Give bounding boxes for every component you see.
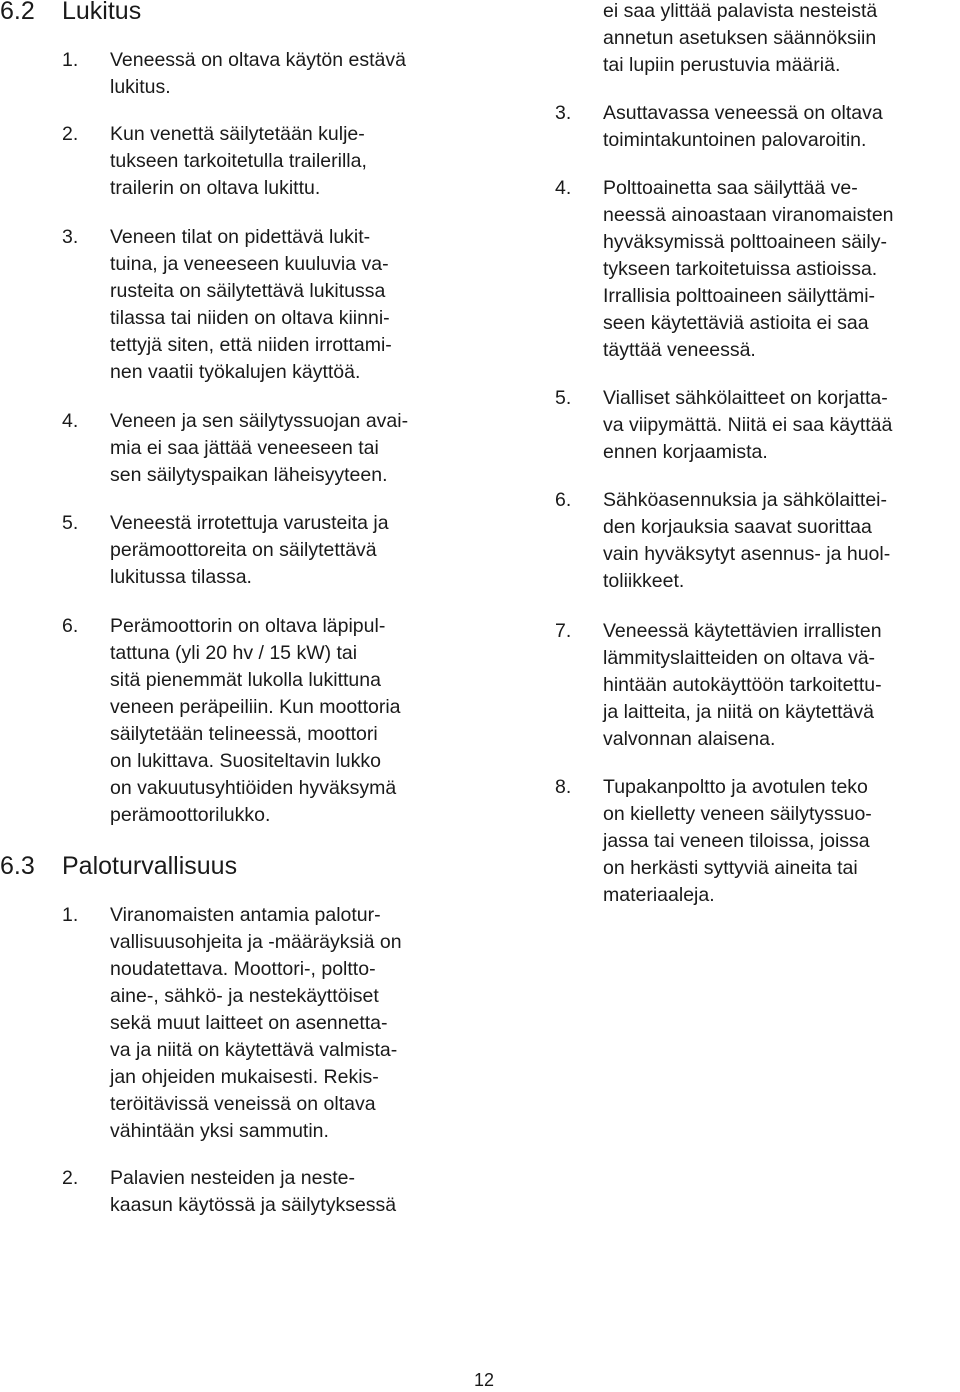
list-item xyxy=(62,1165,396,1219)
item-number: 6. xyxy=(62,615,79,637)
item-number: 1. xyxy=(62,49,79,71)
section-title: Lukitus xyxy=(62,0,142,25)
item-text: Viranomaisten antamia palotur- vallisuusohjeita ja -määräyksiä on noudatettava. Moottori-, poltto- aine-, sähkö- ja nestekäyttöiset sekä muut laitteet on asennetta- va ja niitä on käytettävä valmista- jan ohjeiden mukaisesti. Rekis- teröitävissä veneissä on oltava vähintään yksi sammutin. xyxy=(110,904,402,1142)
item-2-continuation: ei saa ylittää palavista nesteistä annetun asetuksen säännöksiin tai lupiin perustuvia määriä. xyxy=(603,0,878,76)
item-text: Vialliset sähkölaitteet on korjatta- va viipymättä. Niitä ei saa käyttää ennen korjaamista. xyxy=(603,387,893,463)
section-heading-6-3 xyxy=(0,852,237,880)
list-item xyxy=(555,175,894,364)
item-text: Perämoottorin on oltava läpipul- tattuna (yli 20 hv / 15 kW) tai sitä pienemmät lukolla lukittuna veneen peräpeiliin. Kun moottoria säilytetään telineessä, moottori on lukittava. Suositeltavin lukko on vakuutusyhtiöiden hyväksymä perämoottorilukko. xyxy=(110,615,401,826)
item-number: 2. xyxy=(62,1167,79,1189)
section-number: 6.2 xyxy=(0,0,35,25)
list-item xyxy=(555,618,882,753)
item-number: 6. xyxy=(555,489,572,511)
section-title: Paloturvallisuus xyxy=(62,852,238,880)
item-text: Veneessä on oltava käytön estävä lukitus. xyxy=(110,49,406,98)
list-item xyxy=(555,385,892,466)
item-text: Veneen ja sen säilytyssuojan avai- mia ei saa jättää veneeseen tai sen säilytyspaikan läheisyyteen. xyxy=(110,410,409,486)
section-heading-6-2 xyxy=(0,0,141,25)
list-item xyxy=(62,47,406,101)
item-number: 1. xyxy=(62,904,79,926)
page-number: 12 xyxy=(473,1370,495,1390)
item-text: Kun venettä säilytetään kulje- tukseen tarkoitetulla trailerilla, trailerin on oltava lukittu. xyxy=(110,123,367,199)
item-number: 4. xyxy=(555,177,572,199)
item-number: 7. xyxy=(555,620,572,642)
item-text: Veneen tilat on pidettävä lukit- tuina, ja veneeseen kuuluvia va- rusteita on säilytettävä lukitussa tilassa tai niiden on oltava kiinni- tettyjä siten, että niiden irrottami- nen vaatii työkalujen käyttöä. xyxy=(110,226,392,383)
item-number: 3. xyxy=(62,226,79,248)
item-number: 4. xyxy=(62,410,79,432)
item-text: Polttoainetta saa säilyttää ve- neessä ainoastaan viranomaisten hyväksymissä polttoaineen säily- tykseen tarkoitetuissa astioissa. Irrallisia polttoaineen säilyttämi- seen käytettäviä astioita ei saa täyttää veneessä. xyxy=(603,177,894,361)
list-item xyxy=(62,902,402,1145)
list-item xyxy=(62,613,401,829)
item-text: Veneestä irrotettuja varusteita ja perämoottoreita on säilytettävä lukitussa tilassa. xyxy=(110,512,389,588)
item-number: 3. xyxy=(555,102,572,124)
item-text: Palavien nesteiden ja neste- kaasun käytössä ja säilytyksessä xyxy=(110,1167,397,1216)
item-number: 5. xyxy=(62,512,79,534)
list-item xyxy=(62,121,367,202)
item-number: 2. xyxy=(62,123,79,145)
item-text: Veneessä käytettävien irrallisten lämmityslaitteiden on oltava vä- hintään autokäyttöön tarkoitettu- ja laitteita, ja niitä on käytettävä valvonnan alaisena. xyxy=(603,620,882,750)
list-item xyxy=(62,408,408,489)
list-item xyxy=(555,487,890,595)
item-text: Tupakanpoltto ja avotulen teko on kielletty veneen säilytyssuo- jassa tai veneen tiloissa, joissa on herkästi syttyviä aineita tai materiaaleja. xyxy=(603,776,872,906)
section-number: 6.3 xyxy=(0,852,35,880)
list-item xyxy=(555,100,883,154)
item-number: 5. xyxy=(555,387,572,409)
item-number: 8. xyxy=(555,776,572,798)
item-text: Sähköasennuksia ja sähkölaittei- den korjauksia saavat suorittaa vain hyväksytyt asennus- ja huol- toliikkeet. xyxy=(603,489,891,592)
item-text: Asuttavassa veneessä on oltava toimintakuntoinen palovaroitin. xyxy=(603,102,883,151)
list-item xyxy=(62,510,389,591)
list-item xyxy=(62,224,392,386)
list-item xyxy=(555,774,872,909)
